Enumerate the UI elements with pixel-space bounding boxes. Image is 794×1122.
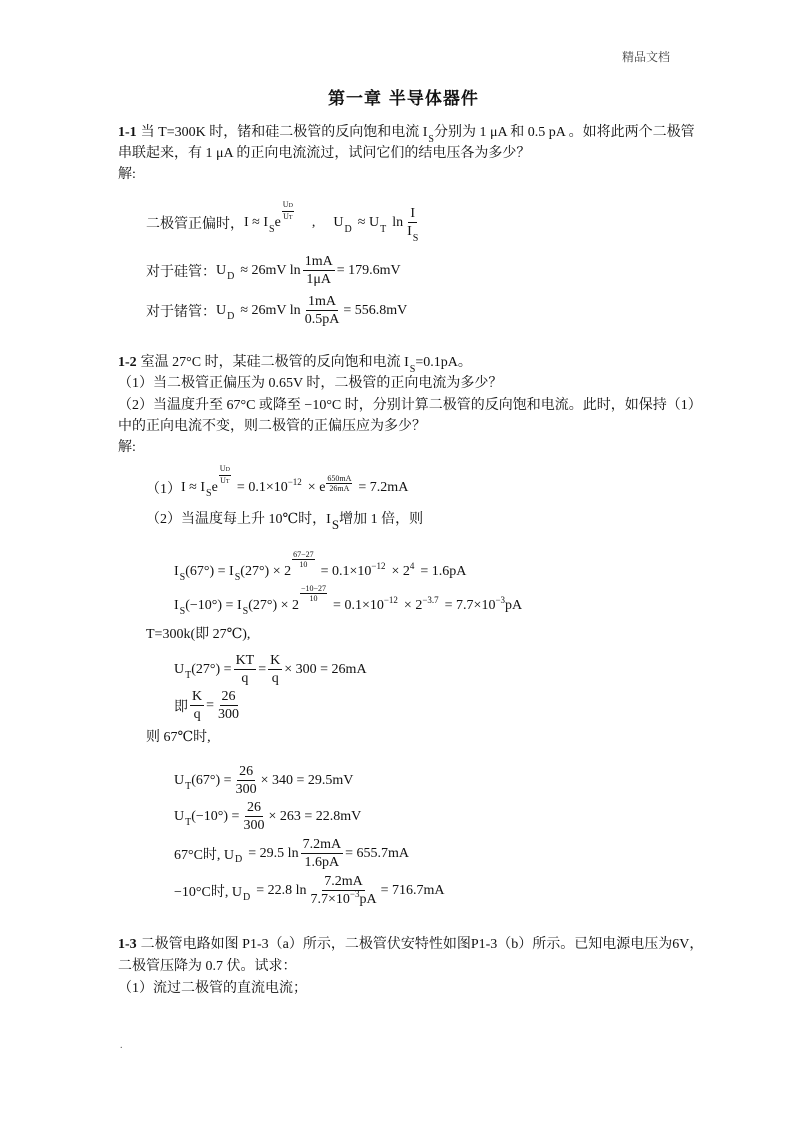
problem-1-3-statement-line1: 1-3 二极管电路如图 P1-3（a）所示，二极管伏安特性如图P1-3（b）所示。已知电源电压为6V， [118, 937, 704, 952]
temperature-rule: （2）当温度每上升 10℃时，IS增加 1 倍，则 [146, 512, 424, 532]
solution-label: 解: [118, 440, 136, 455]
equation-forward-current: （1） I ≈ I S e $\frac{UD}{UT}$ = 0.1×10 −12 × e $\frac{650mA}{26mA}$ = 7.2mA [146, 464, 409, 499]
equation-ud-minus10: −10°C时, U D = 22.8 ln $\frac{7.2mA}{7.7\times 10^{-3}pA}$ = 716.7mA [174, 874, 445, 907]
fraction: $\frac{I}{I_S}$ [407, 206, 419, 244]
equation-k-over-q: 即 $\frac{K}{q}$ = $\frac{26}{300}$ [174, 689, 240, 722]
problem-1-2-q2-line2: 中的正向电流不变，则二极管的正偏压应为多少？ [118, 419, 426, 434]
problem-1-2-q2-line1: （2）当温度升至 67°C 或降至 −10°C 时，分别计算二极管的反向饱和电流。此时，如保持（1） [118, 398, 702, 413]
equation-forward-bias: 二极管正偏时， I ≈ I S e $\frac{UD}{UT}$ , U D ≈ U T ln $\frac{I}{I_S}$ [146, 199, 419, 244]
problem-1-3-statement-line2: 二极管压降为 0.7 伏。试求： [118, 959, 297, 974]
equation-ut-67: U T (67°) = $\frac{26}{300}$ × 340 = 29.5mV [174, 764, 354, 797]
problem-1-3-q1: （1）流过二极管的直流电流； [118, 981, 307, 996]
problem-1-1-statement-line1: 1-1 当 T=300K 时，锗和硅二极管的反向饱和电流 $I_S$分别为 1 μA 和 0.5 pA 。如将此两个二极管 [118, 125, 695, 145]
problem-1-1-statement-line2: 串联起来，有 1 μA 的正向电流流过，试问它们的结电压各为多少？ [118, 146, 531, 161]
problem-number: 1-1 [118, 125, 137, 140]
solution-label: 解: [118, 167, 136, 182]
t300-note: T=300k(即 27℃), [146, 627, 251, 642]
problem-1-2-statement-line1: 1-2 室温 27°C 时，某硅二极管的反向饱和电流 $I_S=0.1pA$。 [118, 355, 472, 375]
equation-germanium: 对于锗管： U D ≈ 26mV ln $\frac{1mA}{0.5pA}$ = 556.8mV [146, 294, 408, 327]
exponent-fraction: $\frac{UD}{UT}$ [282, 199, 293, 221]
equation-ut-minus10: U T (−10°) = $\frac{26}{300}$ × 263 = 22.8mV [174, 800, 362, 833]
equation-silicon: 对于硅管： U D ≈ 26mV ln $\frac{1mA}{1\mu A}$ = 179.6mV [146, 254, 401, 287]
header-watermark: 精品文档 [622, 50, 671, 64]
equation-ud-67: 67°C时, U D = 29.5 ln $\frac{7.2mA}{1.6pA}$ = 655.7mA [174, 837, 409, 870]
problem-1-2-q1: （1）当二极管正偏压为 0.65V 时，二极管的正向电流为多少？ [118, 376, 503, 391]
equation-is-67: I S (67°) = I S (27°) × 2 $\frac{67-27}{10}$ = 0.1×10 −12 × 2 4 = 1.6pA [174, 550, 467, 583]
chapter-title: 第一章 半导体器件 [328, 89, 479, 109]
equation-ut-27: U T (27°) = $\frac{KT}{q}$ = $\frac{K}{q}$ × 300 = 26mA [174, 653, 367, 686]
at-67-note: 则 67℃时, [146, 730, 211, 745]
equation-is-minus10: I S (−10°) = I S (27°) × 2 $\frac{-10-27}{10}$ = 0.1×10 −12 × 2 −3.7 = 7.7×10 −3 pA [174, 584, 523, 617]
footer-mark: . [120, 1040, 123, 1051]
